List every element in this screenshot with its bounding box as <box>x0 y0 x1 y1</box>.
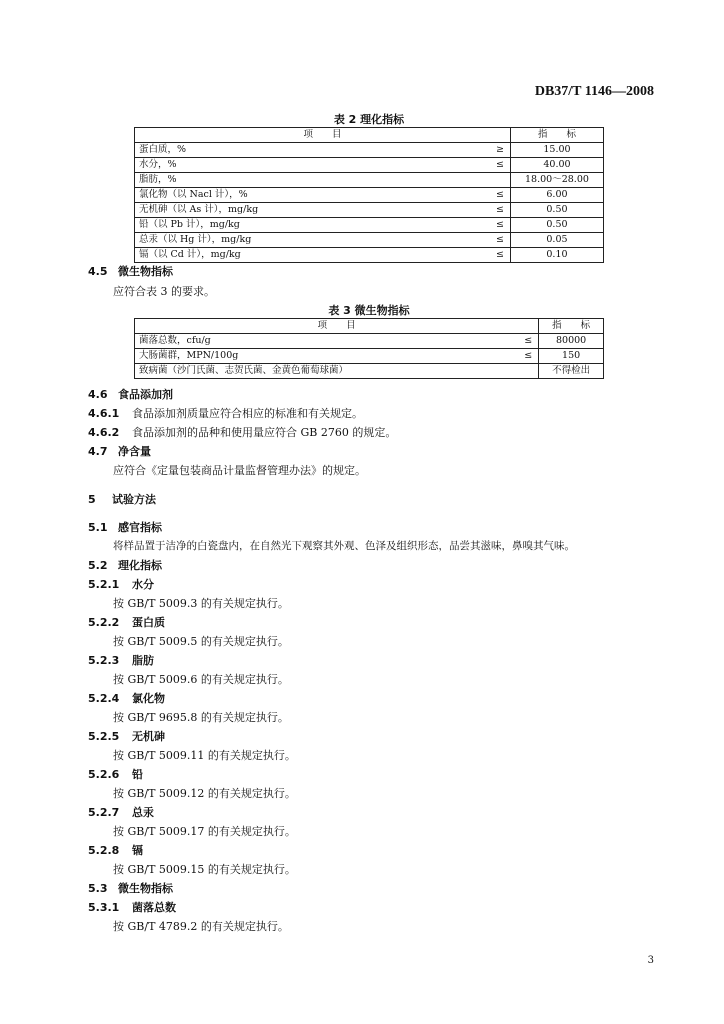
section-5-2-3-text: 按 GB/T 5009.6 的有关规定执行。 <box>113 673 289 686</box>
section-title: 镉 <box>132 844 143 857</box>
table2-op: ≤ <box>490 248 511 263</box>
table3-caption: 表 3 微生物指标 <box>328 304 410 317</box>
table2-value: 15.00 <box>510 143 603 158</box>
table2-value: 40.00 <box>510 158 603 173</box>
table2-op: ≤ <box>490 188 511 203</box>
section-5-2-3-heading <box>88 652 154 668</box>
table2-value: 0.10 <box>510 248 603 263</box>
table3-header-row <box>135 319 604 334</box>
section-text: 食品添加剂的品种和使用量应符合 GB 2760 的规定。 <box>132 426 397 439</box>
section-number: 4.6.1 <box>88 407 120 420</box>
section-5-2-4-heading <box>88 690 165 706</box>
section-5-1-text: 将样品置于洁净的白瓷盘内，在自然光下观察其外观、色泽及组织形态，品尝其滋味，鼻嗅其气味。 <box>113 540 575 552</box>
section-5-2-7-heading <box>88 804 154 820</box>
table2-value: 0.50 <box>510 203 603 218</box>
table2-value: 6.00 <box>510 188 603 203</box>
section-title: 水分 <box>132 578 154 591</box>
table3-item: 菌落总数，cfu/g <box>135 334 519 349</box>
table2-value: 0.50 <box>510 218 603 233</box>
section-title: 脂肪 <box>132 654 154 667</box>
section-title: 无机砷 <box>132 730 165 743</box>
section-number: 4.5 <box>88 265 108 278</box>
section-title: 微生物指标 <box>118 265 173 278</box>
table-row <box>135 233 604 248</box>
table2-header-row <box>135 128 604 143</box>
table3-item: 大肠菌群，MPN/100g <box>135 349 519 364</box>
table2-item: 镉（以 Cd 计），mg/kg <box>135 248 490 263</box>
table-row <box>135 203 604 218</box>
table2-item: 总汞（以 Hg 计），mg/kg <box>135 233 490 248</box>
section-5-2-4-text: 按 GB/T 9695.8 的有关规定执行。 <box>113 711 289 724</box>
section-5-2-6-text: 按 GB/T 5009.12 的有关规定执行。 <box>113 787 296 800</box>
section-5-heading <box>88 491 156 507</box>
section-title: 食品添加剂 <box>118 388 173 401</box>
section-5-3-heading <box>88 880 173 896</box>
section-text: 食品添加剂质量应符合相应的标准和有关规定。 <box>132 407 363 420</box>
section-title: 微生物指标 <box>118 882 173 895</box>
table-row <box>135 334 604 349</box>
section-number: 5.2 <box>88 559 108 572</box>
section-5-2-2-text: 按 GB/T 5009.5 的有关规定执行。 <box>113 635 289 648</box>
section-number: 5.1 <box>88 521 108 534</box>
section-5-2-2-heading <box>88 614 165 630</box>
section-number: 5.2.7 <box>88 806 120 819</box>
section-4-6-1 <box>88 405 363 421</box>
table2-col-item: 项 目 <box>135 128 511 143</box>
section-5-3-1-text: 按 GB/T 4789.2 的有关规定执行。 <box>113 920 289 933</box>
table3-op <box>518 364 539 379</box>
table3-value: 80000 <box>539 334 604 349</box>
table3-col-item: 项 目 <box>135 319 539 334</box>
section-title: 氯化物 <box>132 692 165 705</box>
section-number: 5 <box>88 493 96 506</box>
section-5-2-8-text: 按 GB/T 5009.15 的有关规定执行。 <box>113 863 296 876</box>
table3-op: ≤ <box>518 334 539 349</box>
table2-col-value: 指 标 <box>510 128 603 143</box>
table2-op <box>490 173 511 188</box>
section-number: 4.6 <box>88 388 108 401</box>
section-number: 5.3 <box>88 882 108 895</box>
section-number: 5.2.8 <box>88 844 120 857</box>
table2-item: 无机砷（以 As 计），mg/kg <box>135 203 490 218</box>
table3 <box>134 318 604 379</box>
table3-item: 致病菌（沙门氏菌、志贺氏菌、金黄色葡萄球菌） <box>135 364 519 379</box>
table2-op: ≥ <box>490 143 511 158</box>
table-row <box>135 143 604 158</box>
table-row <box>135 364 604 379</box>
section-title: 菌落总数 <box>132 901 176 914</box>
table2-op: ≤ <box>490 233 511 248</box>
section-4-6-2 <box>88 424 396 440</box>
section-number: 5.2.5 <box>88 730 120 743</box>
section-title: 理化指标 <box>118 559 162 572</box>
section-5-2-heading <box>88 557 162 573</box>
section-5-2-8-heading <box>88 842 143 858</box>
section-5-1-heading <box>88 519 162 535</box>
section-title: 总汞 <box>132 806 154 819</box>
section-5-2-5-heading <box>88 728 165 744</box>
section-number: 5.2.6 <box>88 768 120 781</box>
table2-item: 铅（以 Pb 计），mg/kg <box>135 218 490 233</box>
section-number: 5.2.1 <box>88 578 120 591</box>
table2-value: 18.00～28.00 <box>510 173 603 188</box>
table-row <box>135 218 604 233</box>
table2-value: 0.05 <box>510 233 603 248</box>
section-5-2-6-heading <box>88 766 143 782</box>
table2-op: ≤ <box>490 218 511 233</box>
table2-op: ≤ <box>490 158 511 173</box>
section-title: 蛋白质 <box>132 616 165 629</box>
table2-op: ≤ <box>490 203 511 218</box>
section-5-3-1-heading <box>88 899 176 915</box>
section-5-2-1-text: 按 GB/T 5009.3 的有关规定执行。 <box>113 597 289 610</box>
section-5-2-1-heading <box>88 576 154 592</box>
table2-item: 水分，% <box>135 158 490 173</box>
page-number: 3 <box>647 955 654 966</box>
table-row <box>135 248 604 263</box>
table-row <box>135 349 604 364</box>
section-number: 4.6.2 <box>88 426 120 439</box>
section-4-7-heading <box>88 443 151 459</box>
section-5-2-5-text: 按 GB/T 5009.11 的有关规定执行。 <box>113 749 296 762</box>
table-row <box>135 158 604 173</box>
table2-caption: 表 2 理化指标 <box>333 113 405 126</box>
section-title: 感官指标 <box>118 521 162 534</box>
section-title: 净含量 <box>118 445 151 458</box>
table3-op: ≤ <box>518 349 539 364</box>
table3-col-value: 指 标 <box>539 319 604 334</box>
section-number: 5.2.4 <box>88 692 120 705</box>
section-4-5-text: 应符合表 3 的要求。 <box>113 285 215 298</box>
table2 <box>134 127 604 263</box>
table2-item: 蛋白质，% <box>135 143 490 158</box>
table2-item: 氯化物（以 Nacl 计），% <box>135 188 490 203</box>
section-5-2-7-text: 按 GB/T 5009.17 的有关规定执行。 <box>113 825 296 838</box>
section-number: 5.3.1 <box>88 901 120 914</box>
section-4-7-text: 应符合《定量包装商品计量监督管理办法》的规定。 <box>113 464 366 477</box>
section-4-5-heading <box>88 263 173 279</box>
section-4-6-heading <box>88 386 173 402</box>
table-row <box>135 173 604 188</box>
section-title: 铅 <box>132 768 143 781</box>
section-title: 试验方法 <box>112 493 156 506</box>
section-number: 5.2.2 <box>88 616 120 629</box>
section-number: 5.2.3 <box>88 654 120 667</box>
table2-item: 脂肪，% <box>135 173 490 188</box>
table3-value: 150 <box>539 349 604 364</box>
table3-value: 不得检出 <box>539 364 604 379</box>
table-row <box>135 188 604 203</box>
document-number: DB37/T 1146—2008 <box>534 84 654 99</box>
section-number: 4.7 <box>88 445 108 458</box>
